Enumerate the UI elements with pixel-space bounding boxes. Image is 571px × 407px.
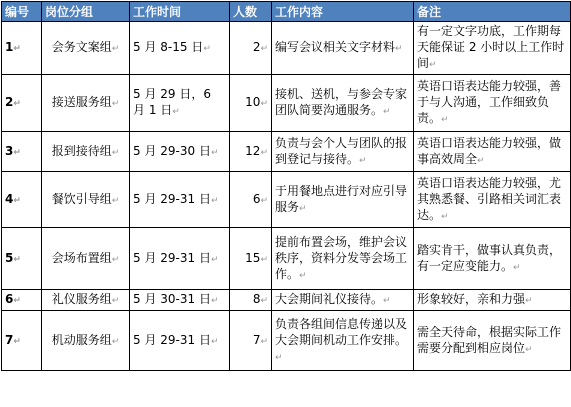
- time-cell: 5 月 30-31 日↵: [130, 290, 230, 311]
- note-cell: 踏实肯干，做事认真负责，有一定应变能力。↵: [414, 228, 571, 290]
- group-cell: 会务文案组↵: [42, 22, 130, 75]
- table-row: [2, 228, 571, 290]
- content-cell: 负责各组间信息传递以及大会期间机动工作安排。↵: [272, 311, 414, 371]
- group-cell: 接送服务组↵: [42, 75, 130, 132]
- content-cell: 接机、送机，与参会专家团队简要沟通服务。↵: [272, 75, 414, 132]
- row-number-cell: 7↵: [2, 311, 42, 371]
- note-cell: 形象较好，亲和力强↵: [414, 290, 571, 311]
- row-number-cell: 5↵: [2, 228, 42, 290]
- table-row: [2, 132, 571, 172]
- header-group: 岗位分组: [42, 2, 130, 22]
- count-cell: 2↵: [230, 22, 272, 75]
- header-time: 工作时间: [130, 2, 230, 22]
- time-cell: 5 月 29-31 日↵: [130, 311, 230, 371]
- table-row: [2, 22, 571, 75]
- volunteer-positions-table: [1, 1, 571, 371]
- table-row: [2, 172, 571, 228]
- count-cell: 7↵: [230, 311, 272, 371]
- time-cell: 5 月 29-30 日↵: [130, 132, 230, 172]
- table-row: [2, 290, 571, 311]
- content-cell: 于用餐地点进行对应引导服务↵: [272, 172, 414, 228]
- content-cell: 提前布置会场，维护会议秩序，资料分发等会场工作。↵: [272, 228, 414, 290]
- note-cell: 英语口语表达能力较强，做事高效周全↵: [414, 132, 571, 172]
- note-cell: 英语口语表达能力较强，尤其熟悉餐、引路相关词汇表达。↵: [414, 172, 571, 228]
- count-cell: 8↵: [230, 290, 272, 311]
- row-number-cell: 6↵: [2, 290, 42, 311]
- header-row: [2, 2, 571, 22]
- row-number-cell: 1↵: [2, 22, 42, 75]
- header-number: 编号: [2, 2, 42, 22]
- count-cell: 12↵: [230, 132, 272, 172]
- header-count: 人数: [230, 2, 272, 22]
- group-cell: 报到接待组↵: [42, 132, 130, 172]
- count-cell: 10↵: [230, 75, 272, 132]
- time-cell: 5 月 29-31 日↵: [130, 172, 230, 228]
- header-content: 工作内容: [272, 2, 414, 22]
- content-cell: 负责与会个人与团队的报到登记与接待。↵: [272, 132, 414, 172]
- group-cell: 会场布置组↵: [42, 228, 130, 290]
- group-cell: 礼仪服务组↵: [42, 290, 130, 311]
- note-cell: 有一定文字功底，工作期每天能保证 2 小时以上工作时间↵: [414, 22, 571, 75]
- row-number-cell: 4↵: [2, 172, 42, 228]
- row-number-cell: 2↵: [2, 75, 42, 132]
- group-cell: 机动服务组↵: [42, 311, 130, 371]
- table-row: [2, 311, 571, 371]
- count-cell: 6↵: [230, 172, 272, 228]
- content-cell: 编写会议相关文字材料↵: [272, 22, 414, 75]
- time-cell: 5 月 8-15 日↵: [130, 22, 230, 75]
- table-row: [2, 75, 571, 132]
- content-cell: 大会期间礼仪接待。↵: [272, 290, 414, 311]
- group-cell: 餐饮引导组↵: [42, 172, 130, 228]
- time-cell: 5 月 29 日，6 月 1 日↵: [130, 75, 230, 132]
- note-cell: 需全天待命，根据实际工作需要分配到相应岗位↵: [414, 311, 571, 371]
- time-cell: 5 月 29-31 日↵: [130, 228, 230, 290]
- note-cell: 英语口语表达能力较强，善于与人沟通，工作细致负责。↵: [414, 75, 571, 132]
- count-cell: 15↵: [230, 228, 272, 290]
- row-number-cell: 3↵: [2, 132, 42, 172]
- header-note: 备注: [414, 2, 571, 22]
